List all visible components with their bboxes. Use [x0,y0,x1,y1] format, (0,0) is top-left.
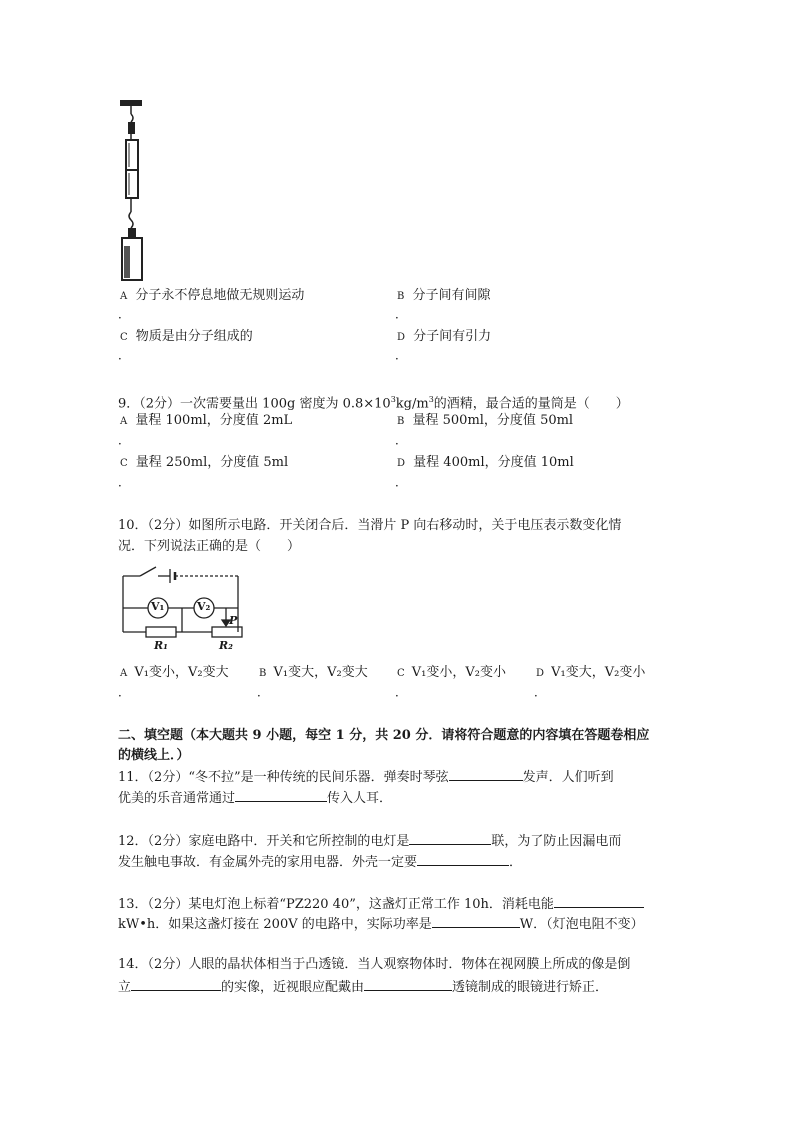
q10-option-b[interactable] [259,664,368,682]
q9-stem-post: 的酒精，最合适的量筒是（ ） [433,396,629,412]
option-text: 分子间有引力 [413,329,492,344]
q9-stem-sup: 3 [390,395,396,404]
q8-figure [116,96,148,282]
option-text: 量程 400ml，分度值 10ml [413,455,574,470]
q10-stem-line2: 况．下列说法正确的是（ ） [118,539,301,554]
q8-option-a[interactable] [120,287,304,305]
q9-stem-pre: 9．（2分）一次需要量出 100g 密度为 0.8×10 [118,396,391,412]
q14-text: 的实像，近视眼应配戴由 [221,980,365,995]
q12-line2 [118,852,522,871]
q12-text: 联，为了防止因漏电而 [491,834,622,849]
q8-option-c[interactable] [120,328,253,346]
q13-text: 13．（2分）某电灯泡上标着“PZ220 40”，这盏灯正常工作 10h．消耗电能 [118,897,554,912]
q14-blank-1[interactable] [131,977,221,991]
q9-stem [118,391,629,412]
q10-option-d[interactable] [536,664,645,682]
option-text: 物质是由分子组成的 [135,329,253,344]
option-letter: B [397,416,405,427]
option-text: 分子间有间隙 [412,288,491,303]
option-letter: D [397,332,406,343]
option-dot: ． [118,433,131,447]
option-letter: C [397,668,405,679]
option-dot: ． [118,685,131,699]
q11-text: 传入人耳． [327,791,393,806]
option-text: V₁变小，V₂变小 [411,665,506,680]
q11-text: 11．（2分）“冬不拉”是一种传统的民间乐器．弹奏时琴弦 [118,770,449,785]
option-letter: C [120,332,128,343]
q14-line2 [118,977,608,996]
q13-line2 [118,914,644,933]
q12-blank-2[interactable] [417,852,509,866]
q9-option-a[interactable] [120,412,292,430]
option-dot: ． [118,307,131,321]
q13-text: kW•h．如果这盏灯接在 200V 的电路中，实际功率是 [118,917,432,932]
q11-line1 [118,767,614,786]
r2-label: R₂ [219,639,233,652]
option-text: V₁变大，V₂变大 [273,665,368,680]
q14-text: 透镜制成的眼镜进行矫正． [452,980,609,995]
q12-text: 发生触电事故．有金属外壳的家用电器．外壳一定要 [118,855,418,870]
q11-line2 [118,788,392,807]
q12-text: ． [509,855,523,870]
option-letter: A [120,416,128,427]
option-dot: ． [118,348,131,362]
q13-text: W．（灯泡电阻不变） [519,917,644,932]
option-text: V₁变大，V₂变小 [551,665,646,680]
q11-blank-1[interactable] [449,767,523,781]
q14-blank-2[interactable] [364,977,452,991]
q9-option-b[interactable] [397,412,573,430]
option-letter: A [120,668,128,679]
option-text: 量程 100ml，分度值 2mL [135,413,293,428]
option-dot: ． [395,685,408,699]
q10-option-a[interactable] [120,664,229,682]
option-text: V₁变小，V₂变大 [134,665,229,680]
q9-stem-sup2: 3 [428,395,434,404]
option-letter: D [536,668,545,679]
q13-blank-1[interactable] [554,894,644,908]
q11-text: 优美的乐音通常通过 [118,791,236,806]
option-dot: ． [395,475,408,489]
q9-option-c[interactable] [120,454,288,472]
hanging-cylinders-image [116,96,148,282]
q12-blank-1[interactable] [409,831,491,845]
r1-label: R₁ [154,639,168,652]
q11-text: 发声．人们听到 [522,770,614,785]
option-dot: ． [257,685,270,699]
option-text: 分子永不停息地做无规则运动 [135,288,305,303]
option-letter: B [259,668,267,679]
option-dot: ． [118,475,131,489]
section2-heading-line1: 二、填空题（本大题共 9 小题，每空 1 分，共 20 分．请将符合题意的内容填在答题卷相应 [118,728,650,743]
option-text: 量程 500ml，分度值 50ml [412,413,574,428]
q11-blank-2[interactable] [235,788,327,802]
option-dot: ． [395,348,408,362]
option-dot: ． [395,307,408,321]
option-letter: A [120,291,128,302]
section2-heading-line2: 的横线上．） [118,748,190,763]
q8-option-b[interactable] [397,287,491,305]
q13-blank-2[interactable] [432,914,520,928]
option-dot: ． [534,685,547,699]
q13-line1 [118,894,644,913]
q10-circuit-diagram [118,562,248,656]
q12-text: 12．（2分）家庭电路中．开关和它所控制的电灯是 [118,834,410,849]
q14-text: 立 [118,980,132,995]
q14-line1: 14．（2分）人眼的晶状体相当于凸透镜．当人观察物体时．物体在视网膜上所成的像是倒 [118,957,631,972]
q12-line1 [118,831,621,850]
option-letter: C [120,458,128,469]
q10-stem-line1: 10．（2分）如图所示电路．开关闭合后．当滑片 P 向右移动时，关于电压表示数变化情 [118,518,622,533]
option-letter: D [397,458,406,469]
q9-stem-mid: kg/m [395,396,429,412]
q10-option-c[interactable] [397,664,506,682]
option-text: 量程 250ml，分度值 5ml [135,455,289,470]
v2-label: V₂ [197,600,211,613]
p-label: P [229,614,238,627]
v1-label: V₁ [151,600,165,613]
q9-option-d[interactable] [397,454,574,472]
q8-option-d[interactable] [397,328,491,346]
option-dot: ． [395,433,408,447]
option-letter: B [397,291,405,302]
